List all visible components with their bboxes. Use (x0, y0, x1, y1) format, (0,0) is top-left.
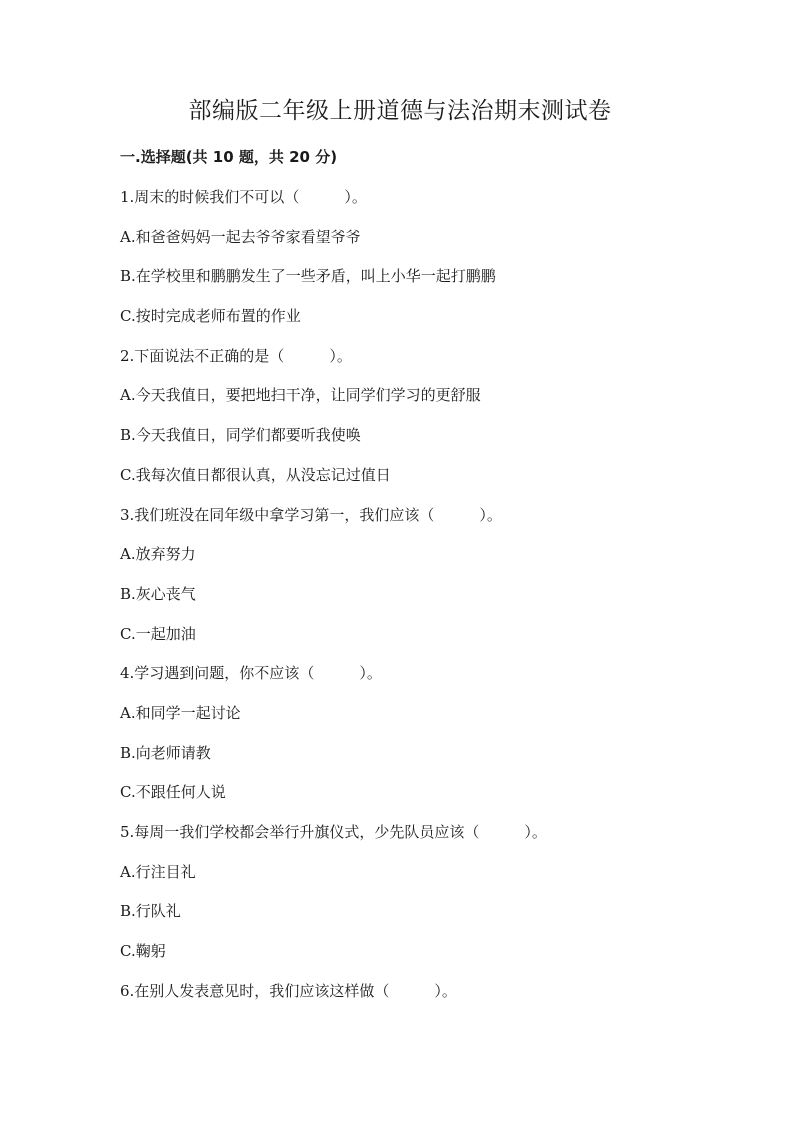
section-heading: 一.选择题(共 10 题，共 20 分) (120, 148, 338, 166)
question-4-option-b: B.向老师请教 (120, 743, 211, 762)
question-5-stem: 5.每周一我们学校都会举行升旗仪式，少先队员应该（ ）。 (120, 823, 547, 841)
question-2-option-a: A.今天我值日，要把地扫干净，让同学们学习的更舒服 (120, 386, 481, 405)
question-1-option-a: A.和爸爸妈妈一起去爷爷家看望爷爷 (120, 227, 361, 246)
question-4-option-a: A.和同学一起讨论 (120, 703, 241, 722)
question-3-option-b: B.灰心丧气 (120, 584, 196, 603)
question-2-option-c: C.我每次值日都很认真，从没忘记过值日 (120, 465, 391, 484)
question-4-option-c: C.不跟任何人说 (120, 783, 226, 802)
question-1-option-c: C.按时完成老师布置的作业 (120, 307, 301, 326)
question-3-option-a: A.放弃努力 (120, 545, 196, 564)
question-1-option-b: B.在学校里和鹏鹏发生了一些矛盾，叫上小华一起打鹏鹏 (120, 267, 496, 286)
question-3-stem: 3.我们班没在同年级中拿学习第一，我们应该（ ）。 (120, 505, 502, 524)
question-4-stem: 4.学习遇到问题，你不应该（ ）。 (120, 664, 382, 683)
question-5-option-a: A.行注目礼 (120, 862, 196, 881)
question-5-option-c: C.鞠躬 (120, 942, 166, 961)
question-3-option-c: C.一起加油 (120, 624, 196, 643)
question-list (120, 186, 740, 1019)
question-2-option-b: B.今天我值日，同学们都要听我使唤 (120, 426, 361, 445)
question-5-option-b: B.行队礼 (120, 902, 181, 921)
question-6-stem: 6.在别人发表意见时，我们应该这样做（ ）。 (120, 981, 457, 1000)
page-title: 部编版二年级上册道德与法治期末测试卷 (188, 98, 612, 124)
question-1-stem: 1.周末的时候我们不可以（ ）。 (120, 188, 367, 206)
question-2-stem: 2.下面说法不正确的是（ ）。 (120, 346, 352, 365)
